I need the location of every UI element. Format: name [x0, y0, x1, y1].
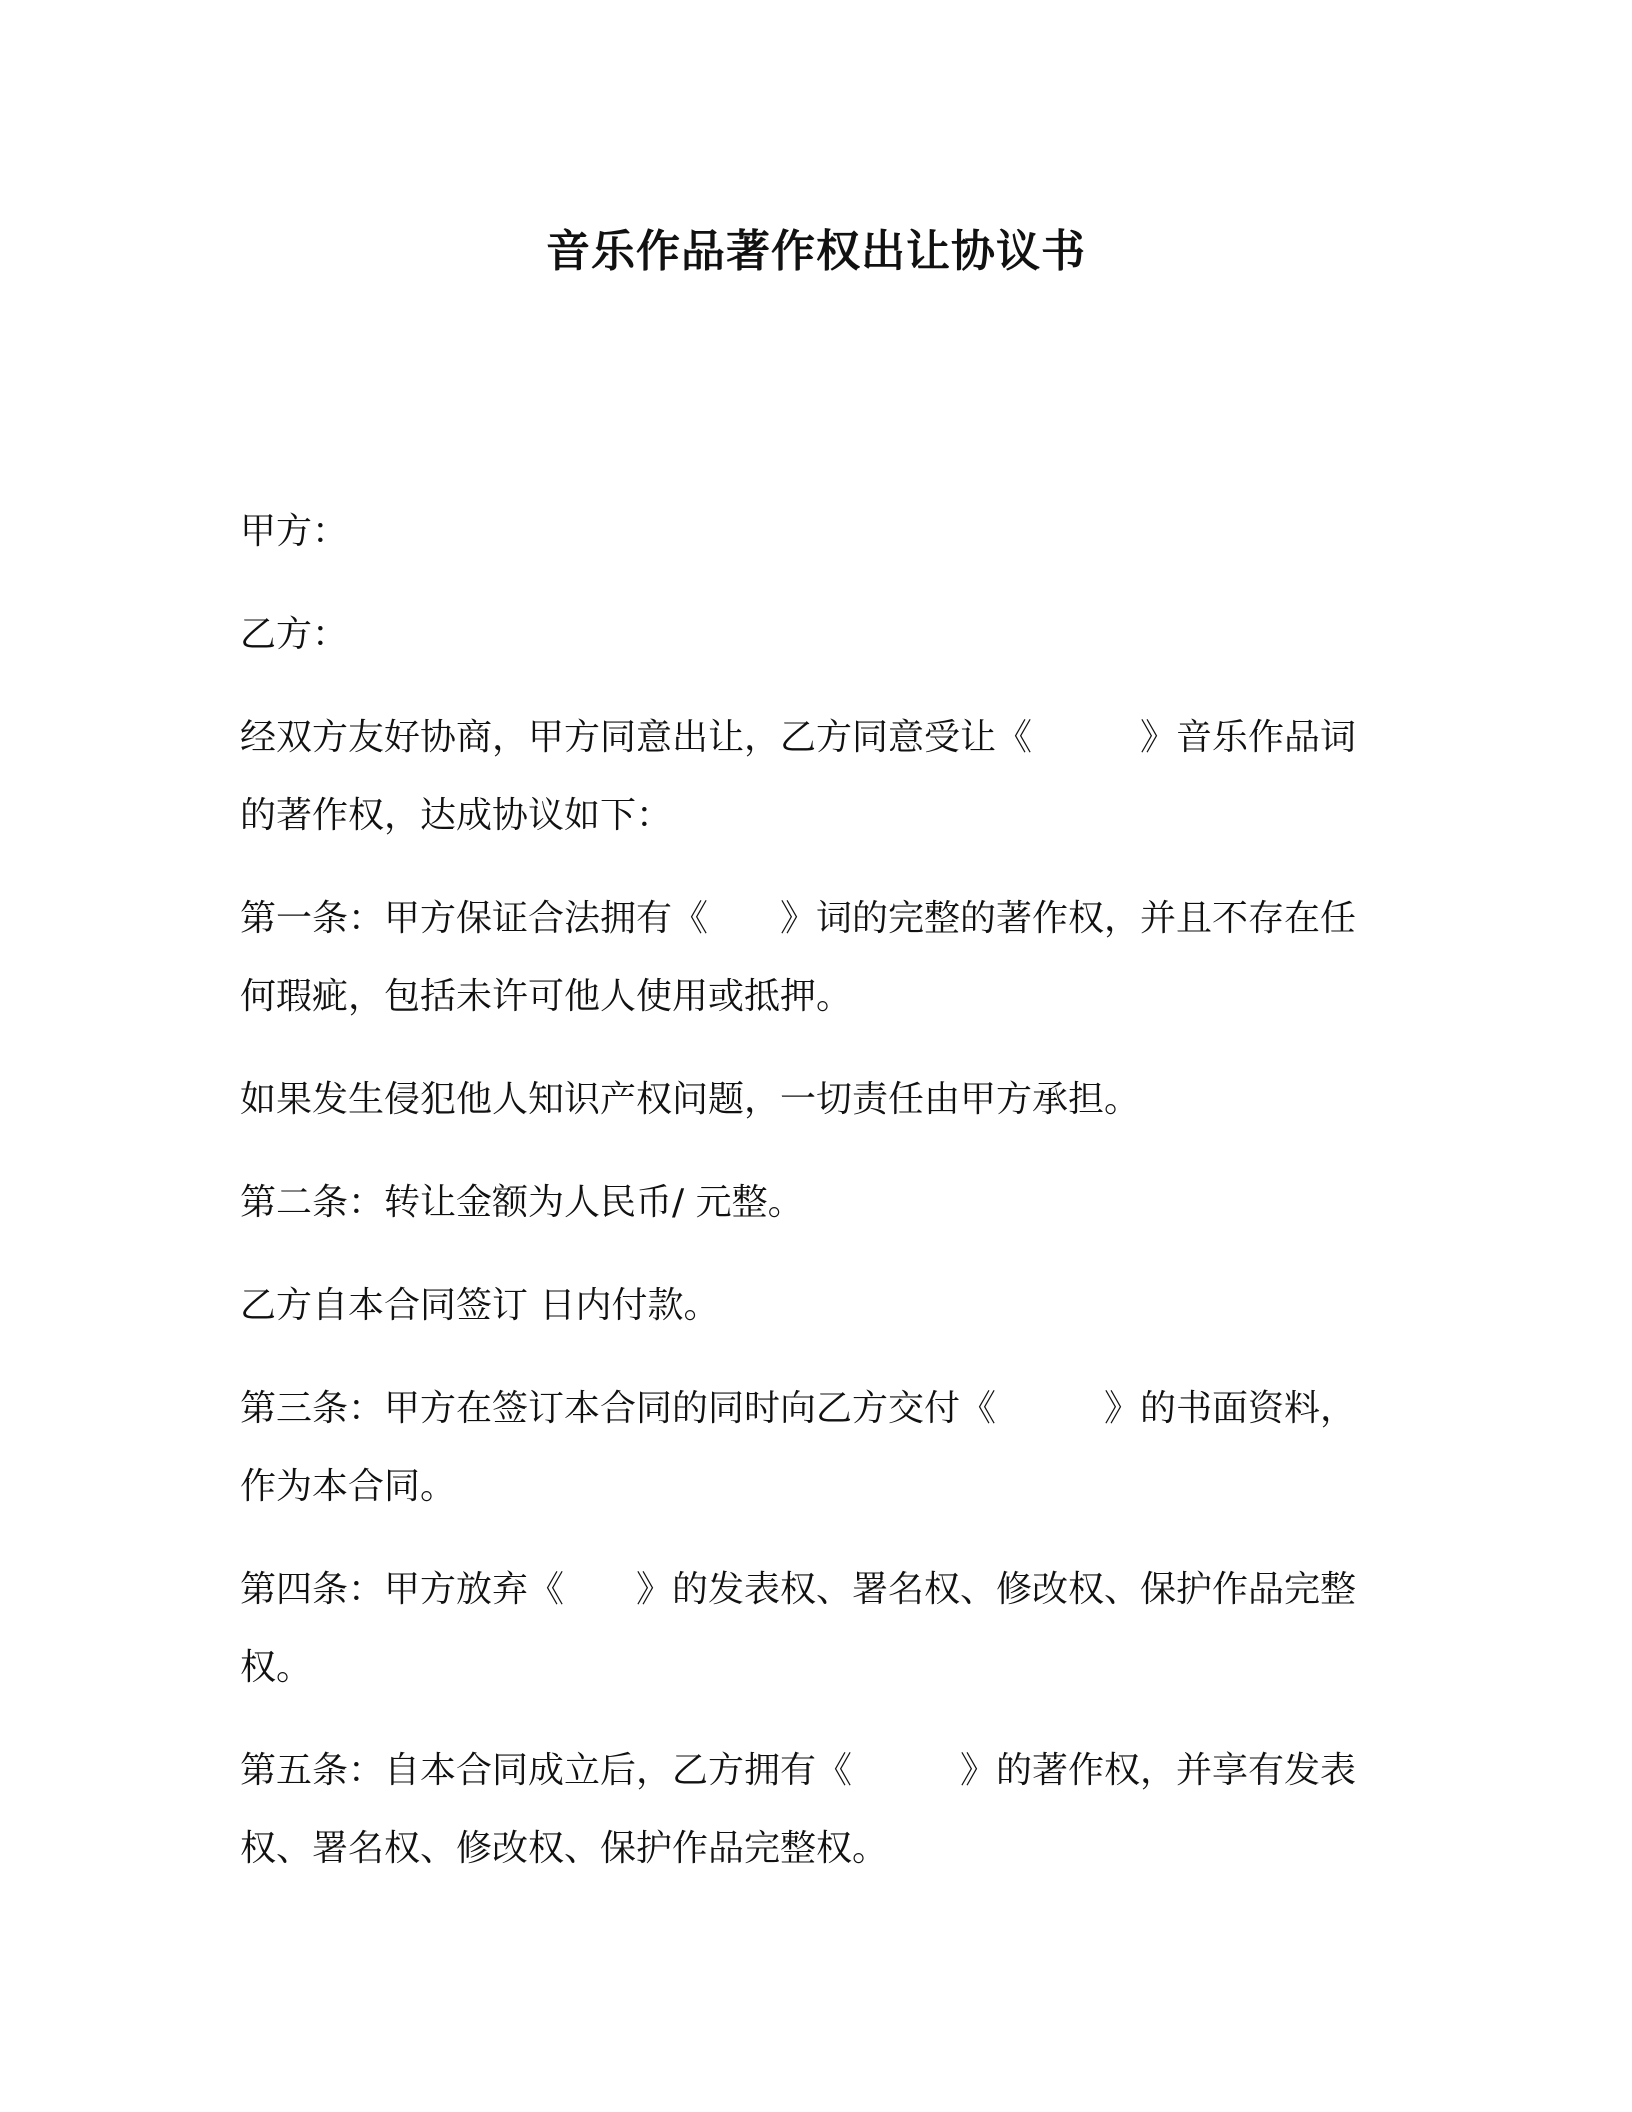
payment-paragraph: 乙方自本合同签订 日内付款。 [240, 1285, 720, 1326]
article-1-paragraph: 第一条：甲方保证合法拥有《 》词的完整的著作权，并且不存在任何瑕疵，包括未许可他人使用或抵押。 [240, 898, 1357, 1017]
article-5-paragraph: 第五条：自本合同成立后，乙方拥有《 》的著作权，并享有发表权、署名权、修改权、保护作品完整权。 [240, 1750, 1357, 1869]
party-a-line: 甲方： [240, 511, 349, 552]
article-2-paragraph: 第二条：转让金额为人民币/ 元整。 [240, 1182, 804, 1223]
party-b-line: 乙方： [240, 614, 349, 655]
document-title: 音乐作品著作权出让协议书 [546, 226, 1086, 277]
liability-paragraph: 如果发生侵犯他人知识产权问题，一切责任由甲方承担。 [240, 1079, 1141, 1120]
article-3-paragraph: 第三条：甲方在签订本合同的同时向乙方交付《 》的书面资料，作为本合同。 [240, 1388, 1357, 1507]
preamble-paragraph: 经双方友好协商，甲方同意出让，乙方同意受让《 》音乐作品词的著作权，达成协议如下： [240, 717, 1357, 836]
document-body [240, 493, 1390, 1913]
article-4-paragraph: 第四条：甲方放弃《 》的发表权、署名权、修改权、保护作品完整权。 [240, 1569, 1357, 1688]
